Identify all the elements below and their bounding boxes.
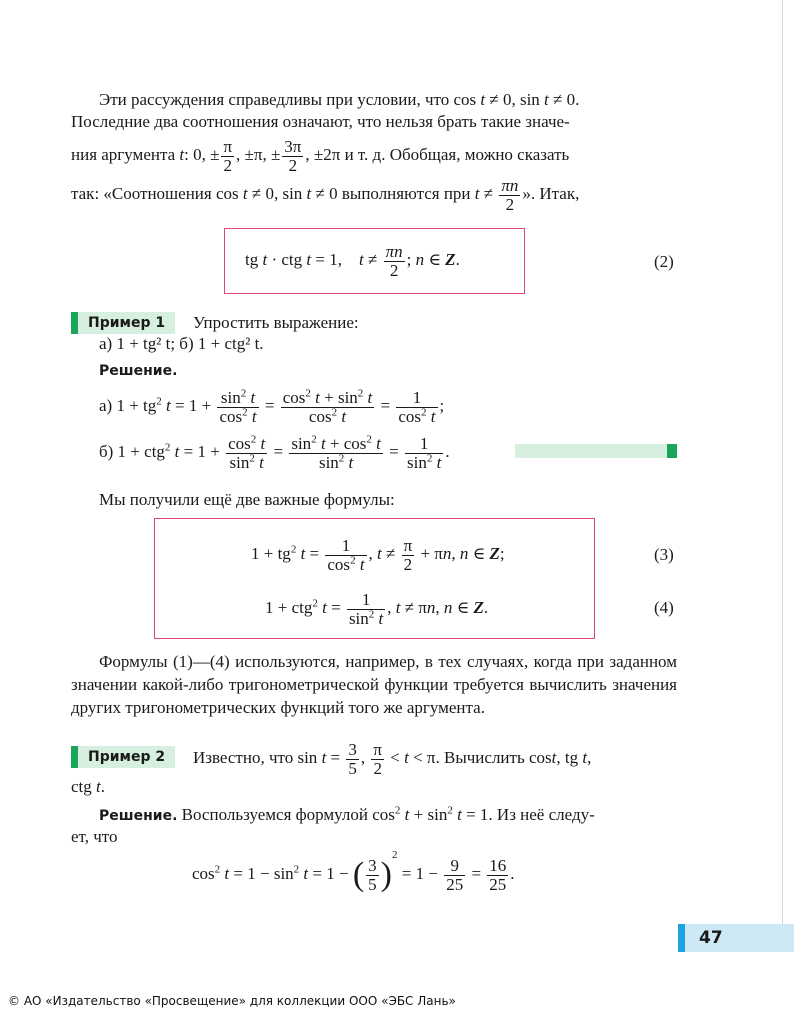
example-1-end-bar (515, 444, 667, 458)
example-1-tag (71, 312, 175, 334)
example-1-end-cap (667, 444, 677, 458)
example-1-solution-a: а) $1 + tg^2$ t = 1 + $\frac{\sin^2 t}{\cos^2 t}$ = $\frac{\cos^2 t + \sin^2 t}{\cos^2 t}$ = $\frac{1}{\cos^2 t}$ ; (99, 387, 445, 426)
intro-line-1: Эти рассуждения справедливы при условии, что cos t ≠ 0, sin t ≠ 0. (99, 90, 580, 109)
transition-text: Мы получили ещё две важные формулы: (99, 490, 395, 509)
intro-line-2-text: Последние два соотношения означают, что нельзя брать такие значе- (71, 112, 570, 131)
example-2-solution-text-2: Из неё следу- (496, 805, 595, 824)
intro-line-3-tail: и т. д. Обобщая, можно сказать (344, 145, 570, 164)
example-1-accent (71, 312, 78, 334)
example-2-task: Известно, что sin t = $\frac{3}{5}$ , $\frac{\pi}{2}$ < t < π. Вычислить cost, tg t, (193, 739, 592, 778)
intro-line-1-text: Эти рассуждения справедливы при условии, что (99, 90, 450, 109)
page-number-box (678, 924, 794, 952)
example-2-accent (71, 746, 78, 768)
formula-2-frame (224, 228, 525, 294)
formula-3: $1 + tg^2$ t = $\frac{1}{\cos^2 t}$ , t ≠ $\frac{\pi}{2}$ + πn, n ∈ Z; (251, 535, 505, 574)
example-2-task-start: Известно, что (193, 748, 294, 767)
intro-line-3-text: ния аргумента (71, 145, 176, 164)
example-2-label: Пример 2 (78, 746, 175, 768)
page-edge-rule (782, 0, 783, 930)
page-number: 47 (699, 928, 723, 948)
intro-line-3: ния аргумента t: 0, ± $\frac{\pi}{2}$ , ±π, ± $\frac{3\pi}{2}$ , ±2π и т. д. Обобщая, можно сказать (71, 136, 570, 175)
intro-line-4: так: «Соотношения cos t ≠ 0, sin t ≠ 0 выполняются при t ≠ $\frac{\pi n}{2}$ ». Итак, (71, 175, 580, 214)
example-2-computation: $\cos^2 t = 1 - \sin^2 t = 1$ − ( $\frac{3}{5}$ )$^2$ = 1 − $\frac{9}{25}$ = $\frac{16}{25}$ . (192, 849, 515, 894)
formula-4: 1 + ctg$^2$ t = $\frac{1}{\sin^2 t}$ , t ≠ πn, n ∈ Z. (265, 589, 489, 628)
example-2-solution-line-1: Решение. Воспользуемся формулой $\cos^2 t + \sin^2 t = 1$. Из неё следу- (99, 804, 595, 824)
intro-line-4-text: так: «Соотношения (71, 184, 212, 203)
example-2-solution-line-2: ет, что (71, 827, 118, 846)
usage-paragraph: Формулы (1)—(4) используются, например, в тех случаях, когда при заданном значении какой-либо тригонометрической функции требуется вычислить значения других тригонометрических функций того же аргумента. (71, 652, 677, 717)
example-1-solution-label: Решение. (99, 363, 178, 379)
example-1-solution-b: б) 1 + ctg$^2$ t = 1 + $\frac{\cos^2 t}{\sin^2 t}$ = $\frac{\sin^2 t + \cos^2 t}{\sin^2 t}$ = $\frac{1}{\sin^2 t}$ . (99, 433, 450, 472)
copyright-footer: © АО «Издательство «Просвещение» для коллекции ООО «ЭБС Лань» (8, 994, 456, 1008)
formula-4-number: (4) (654, 598, 674, 617)
formula-2-number: (2) (654, 252, 674, 271)
intro-line-2 (71, 110, 570, 134)
page-number-accent (678, 924, 685, 952)
example-2-task-mid: Вычислить (443, 748, 525, 767)
formula-3-number: (3) (654, 545, 674, 564)
example-1-items: а) 1 + tg² t; б) 1 + ctg² t. (99, 334, 264, 353)
intro-line-4-mid: выполняются при (341, 184, 471, 203)
intro-line-4-tail: ». Итак, (522, 184, 580, 203)
example-2-tag (71, 746, 175, 768)
example-1-label: Пример 1 (78, 312, 175, 334)
example-2-solution-label: Решение. (99, 808, 178, 824)
formula-2: tg t · ctg t = 1, t ≠ $\frac{\pi n}{2}$ ; n ∈ Z. (245, 241, 460, 280)
example-2-solution-text-1: Воспользуемся формулой (181, 805, 368, 824)
example-2-task-end: ctg t. (71, 777, 106, 796)
example-1-task: Упростить выражение: (193, 313, 359, 332)
